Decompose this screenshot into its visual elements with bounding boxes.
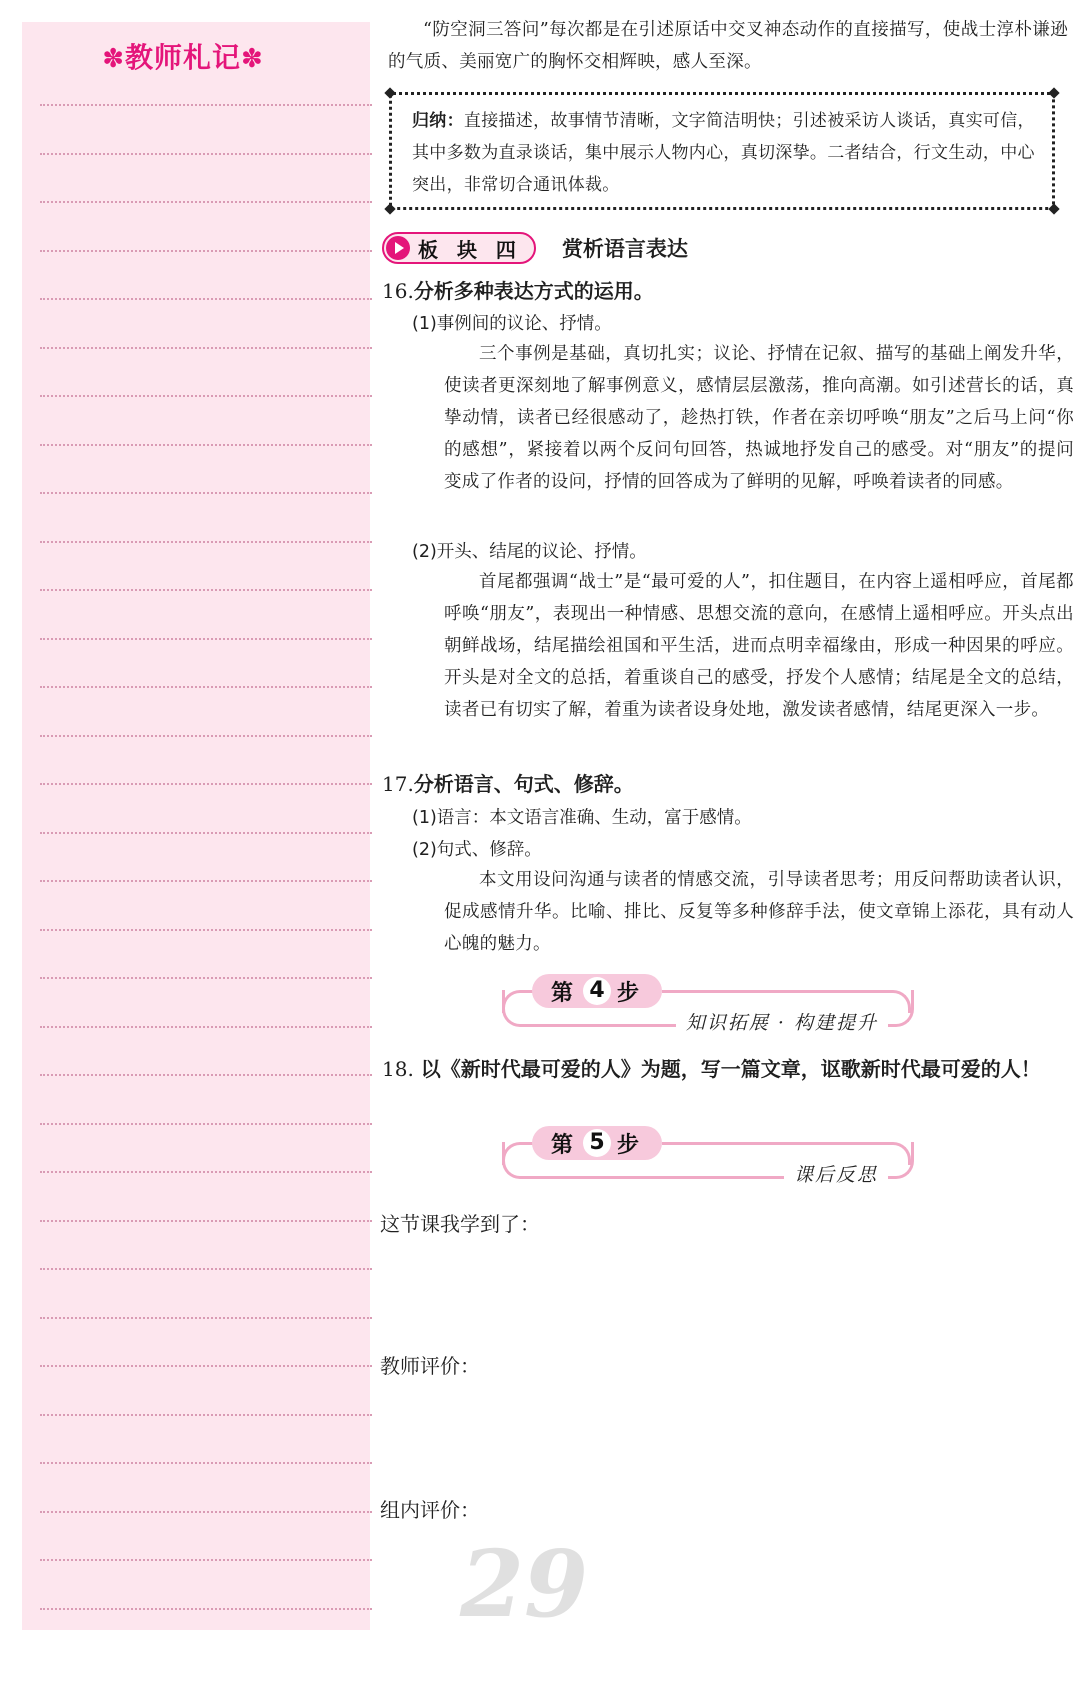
note-line: [40, 1268, 372, 1270]
q17-sub-1: (1)语言：本文语言准确、生动，富于感情。: [412, 808, 752, 828]
q16-paragraph-2: 首尾都强调“战士”是“最可爱的人”，扣住题目，在内容上遥相呼应，首尾都呼唤“朋友”，表现出一种情感、思想交流的意向，在感情上遥相呼应。开头点出朝鲜战场，结尾描绘祖国和平生活，进而点明幸福缘由，形成一种因果的呼应。开头是对全文的总括，着重谈自己的感受，抒发个人感情；结尾是全文的总结，读者已有切实了解，着重为读者设身处地，激发读者感情，结尾更深入一步。: [444, 572, 1074, 720]
note-line: [40, 492, 372, 494]
step-4-pill: [532, 974, 662, 1008]
note-line: [40, 1365, 372, 1367]
question-18: [382, 1050, 1080, 1088]
page-number: 29: [460, 1530, 589, 1638]
note-line: [40, 153, 372, 155]
note-line: [40, 1511, 372, 1513]
question-17: [382, 768, 634, 797]
note-line: [40, 1559, 372, 1561]
q17-sub-2: (2)句式、修辞。: [412, 840, 542, 860]
note-line: [40, 201, 372, 203]
corner-diamond-icon: [384, 203, 395, 214]
learned-label: 这节课我学到了：: [380, 1212, 540, 1236]
step-5-banner: [502, 1126, 912, 1190]
note-line: [40, 929, 372, 931]
note-line: [40, 541, 372, 543]
section-title: 赏析语言表达: [561, 237, 688, 261]
note-line: [40, 735, 372, 737]
note-line: [40, 686, 372, 688]
note-line: [40, 638, 372, 640]
step-prefix: 第: [550, 980, 577, 1006]
note-line: [40, 1414, 372, 1416]
teacher-eval-label: 教师评价：: [380, 1354, 480, 1378]
step-4-caption: 知识拓展 · 构建提升: [676, 1008, 888, 1035]
flower-right-icon: ✽: [241, 44, 264, 74]
question-16: [382, 275, 654, 304]
note-line: [40, 832, 372, 834]
note-line: [40, 1317, 372, 1319]
note-line: [40, 347, 372, 349]
summary-label: 归纳：: [412, 111, 464, 131]
section-header: [382, 232, 688, 264]
summary-box: [389, 92, 1055, 210]
step-number: 4: [583, 977, 611, 1005]
q16-paragraph-1: 三个事例是基础，真切扎实；议论、抒情在记叙、描写的基础上阐发升华，使读者更深刻地了解事例意义，感情层层激荡，推向高潮。如引述营长的话，真挚动情，读者已经很感动了，趁热打铁，作者在亲切呼唤“朋友”之后马上问“你的感想”，紧接着以两个反问句回答，热诚地抒发自己的感受。对“朋友”的提问变成了作者的设问，抒情的回答成为了鲜明的见解，呼唤着读者的同感。: [444, 344, 1074, 492]
step-suffix: 步: [617, 1132, 644, 1158]
summary-text: 直接描述，故事情节清晰，文字简洁明快；引述被采访人谈话，真实可信，其中多数为直录谈话，集中展示人物内心，真切深挚。二者结合，行文生动，中心突出，非常切合通讯体裁。: [412, 111, 1035, 195]
corner-diamond-icon: [1048, 203, 1059, 214]
step-5-caption: 课后反思: [784, 1160, 888, 1187]
note-line: [40, 395, 372, 397]
step-4-banner: [502, 974, 912, 1038]
summary-content: [412, 105, 1036, 201]
note-line: [40, 1171, 372, 1173]
teacher-notes-sidebar: [22, 22, 370, 1630]
section-tag: [382, 232, 536, 264]
main-content: [382, 0, 1072, 1681]
sidebar-title: [22, 36, 344, 76]
sidebar-title-text: 教师札记: [124, 41, 241, 74]
note-line: [40, 783, 372, 785]
q16-sub-1: (1)事例间的议论、抒情。: [412, 314, 612, 334]
note-line: [40, 250, 372, 252]
note-line: [40, 1608, 372, 1610]
intro-paragraph: “防空洞三答问”每次都是在引述原话中交叉神态动作的直接描写，使战士淳朴谦逊的气质、美丽宽广的胸怀交相辉映，感人至深。: [388, 20, 1068, 72]
note-line: [40, 1220, 372, 1222]
question-number: 16.: [382, 279, 414, 303]
note-line: [40, 1026, 372, 1028]
section-tag-label: 板 块 四: [418, 237, 522, 262]
note-line: [40, 1123, 372, 1125]
note-line: [40, 977, 372, 979]
question-title: 分析语言、句式、修辞。: [413, 772, 634, 796]
step-number: 5: [583, 1129, 611, 1157]
question-number: 18.: [382, 1057, 414, 1081]
q17-paragraph: 本文用设问沟通与读者的情感交流，引导读者思考；用反问帮助读者认识，促成感情升华。比喻、排比、反复等多种修辞手法，使文章锦上添花，具有动人心魄的魅力。: [444, 870, 1074, 954]
step-prefix: 第: [550, 1132, 577, 1158]
note-line: [40, 444, 372, 446]
step-5-pill: [532, 1126, 662, 1160]
note-line: [40, 1074, 372, 1076]
corner-diamond-icon: [384, 87, 395, 98]
note-line: [40, 298, 372, 300]
note-line: [40, 104, 372, 106]
step-suffix: 步: [617, 980, 644, 1006]
group-eval-label: 组内评价：: [380, 1498, 480, 1522]
note-line: [40, 880, 372, 882]
q16-sub-2: (2)开头、结尾的议论、抒情。: [412, 542, 647, 562]
flower-left-icon: ✽: [102, 44, 125, 74]
note-line: [40, 1462, 372, 1464]
question-title: 分析多种表达方式的运用。: [413, 279, 654, 303]
question-number: 17.: [382, 772, 414, 796]
play-arrow-icon: [386, 236, 410, 260]
corner-diamond-icon: [1048, 87, 1059, 98]
note-line: [40, 589, 372, 591]
question-title: 以《新时代最可爱的人》为题，写一篇文章，讴歌新时代最可爱的人！: [420, 1057, 1041, 1081]
